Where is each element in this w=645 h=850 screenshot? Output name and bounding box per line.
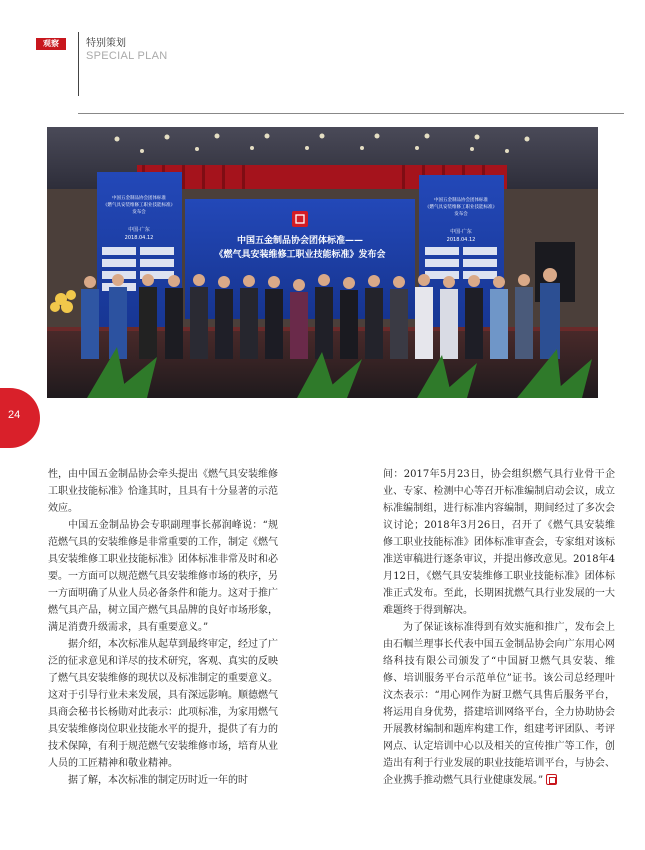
right-screen-label: 发布会 [454, 212, 468, 217]
right-screen-place: 中国·广东 [450, 229, 472, 235]
left-screen-title: 中国五金制品协会团体标准 [112, 196, 166, 201]
section-badge: 观察 [36, 38, 66, 50]
article-column-right [383, 466, 615, 789]
end-mark-icon [546, 774, 557, 785]
stage-title-line2: 《燃气具安装维修工职业技能标准》发布会 [214, 250, 386, 260]
article-paragraph: 中国五金制品协会专职副理事长郝润峰说：“规范燃气具的安装维修是非常重要的工作，制定《燃气具安装维修工职业技能标准》团体标准非常及时和必要。一方面可以规范燃气具安装维修市场的秩序，另一方面明确了从业人员必备条件和能力。这对于推广燃气具产品，树立国产燃气具品牌的良好市场形象，满足消费升级需求，具有重要意义。” [48, 520, 278, 633]
left-screen-subtitle: 《燃气具安装维修工职业技能标准》 [103, 203, 175, 208]
left-screen-place: 中国·广东 [128, 227, 150, 233]
right-screen-subtitle: 《燃气具安装维修工职业技能标准》 [425, 205, 497, 210]
header-horizontal-rule [78, 113, 624, 114]
left-screen-label: 发布会 [132, 210, 146, 215]
article-paragraph [383, 619, 615, 789]
event-photo [47, 127, 598, 398]
article-paragraph: 据介绍，本次标准从起草到最终审定，经过了广泛的征求意见和详尽的技术研究，客观、真实的反映了燃气具安装维修的现状以及标准制定的重要意义。这对于引导行业未来发展，具有深远影响。顺德燃气具商会秘书长杨勋对此表示：此项标准，为家用燃气具安装维修岗位职业技能水平的提升，提供了有力的技术保障，有利于规范燃气安装维修市场，培育从业人员的工匠精神和敬业精神。 [48, 639, 278, 769]
stage-title-line1: 中国五金制品协会团体标准—— [236, 236, 364, 246]
left-screen-date: 2018.04.12 [124, 235, 154, 241]
right-screen-title: 中国五金制品协会团体标准 [434, 198, 488, 203]
section-title-en: SPECIAL PLAN [86, 50, 168, 62]
right-screen-date: 2018.04.12 [446, 237, 476, 243]
article-paragraph: 据了解，本次标准的制定历时近一年的时 [68, 775, 248, 786]
article-paragraph: 间：2017年5月23日，协会组织燃气具行业骨干企业、专家、检测中心等召开标准编制启动会议，成立标准编制组，进行标准内容编制，期间经过了多次会议讨论；2018年3月26日，召开了《燃气具安装维修工职业技能标准》团体标准审查会，专家组对该标准送审稿进行逐条审议，并提出修改意见。2018年4月12日，《燃气具安装维修工职业技能标准》团体标准正式发布。至此，长期困扰燃气具行业发展的一大难题终于得到解决。 [383, 469, 615, 616]
header-vertical-rule [78, 32, 79, 96]
section-title-cn: 特别策划 [86, 38, 126, 49]
article-column-left [48, 466, 278, 789]
article-paragraph-text: 为了保证该标准得到有效实施和推广，发布会上由石帼兰理事长代表中国五金制品协会向广东用心网络科技有限公司颁发了“中国厨卫燃气具安装、维修、培训服务平台示范单位”证书。该公司总经理叶汶杰表示：“用心网作为厨卫燃气具售后服务平台，将运用自身优势，搭建培训网络平台，全力协助协会开展教材编制和题库构建工作，组建考评团队、考评网点、认定培训中心以及相关的宣传推广等工作，创造出有利于行业发展的职业技能培训平台，与协会、企业携手推动燃气具行业健康发展。” [383, 622, 615, 786]
page-number: 24 [8, 409, 21, 421]
article-paragraph: 性，由中国五金制品协会牵头提出《燃气具安装维修工职业技能标准》恰逢其时，且具有十分显著的示范效应。 [48, 469, 278, 514]
